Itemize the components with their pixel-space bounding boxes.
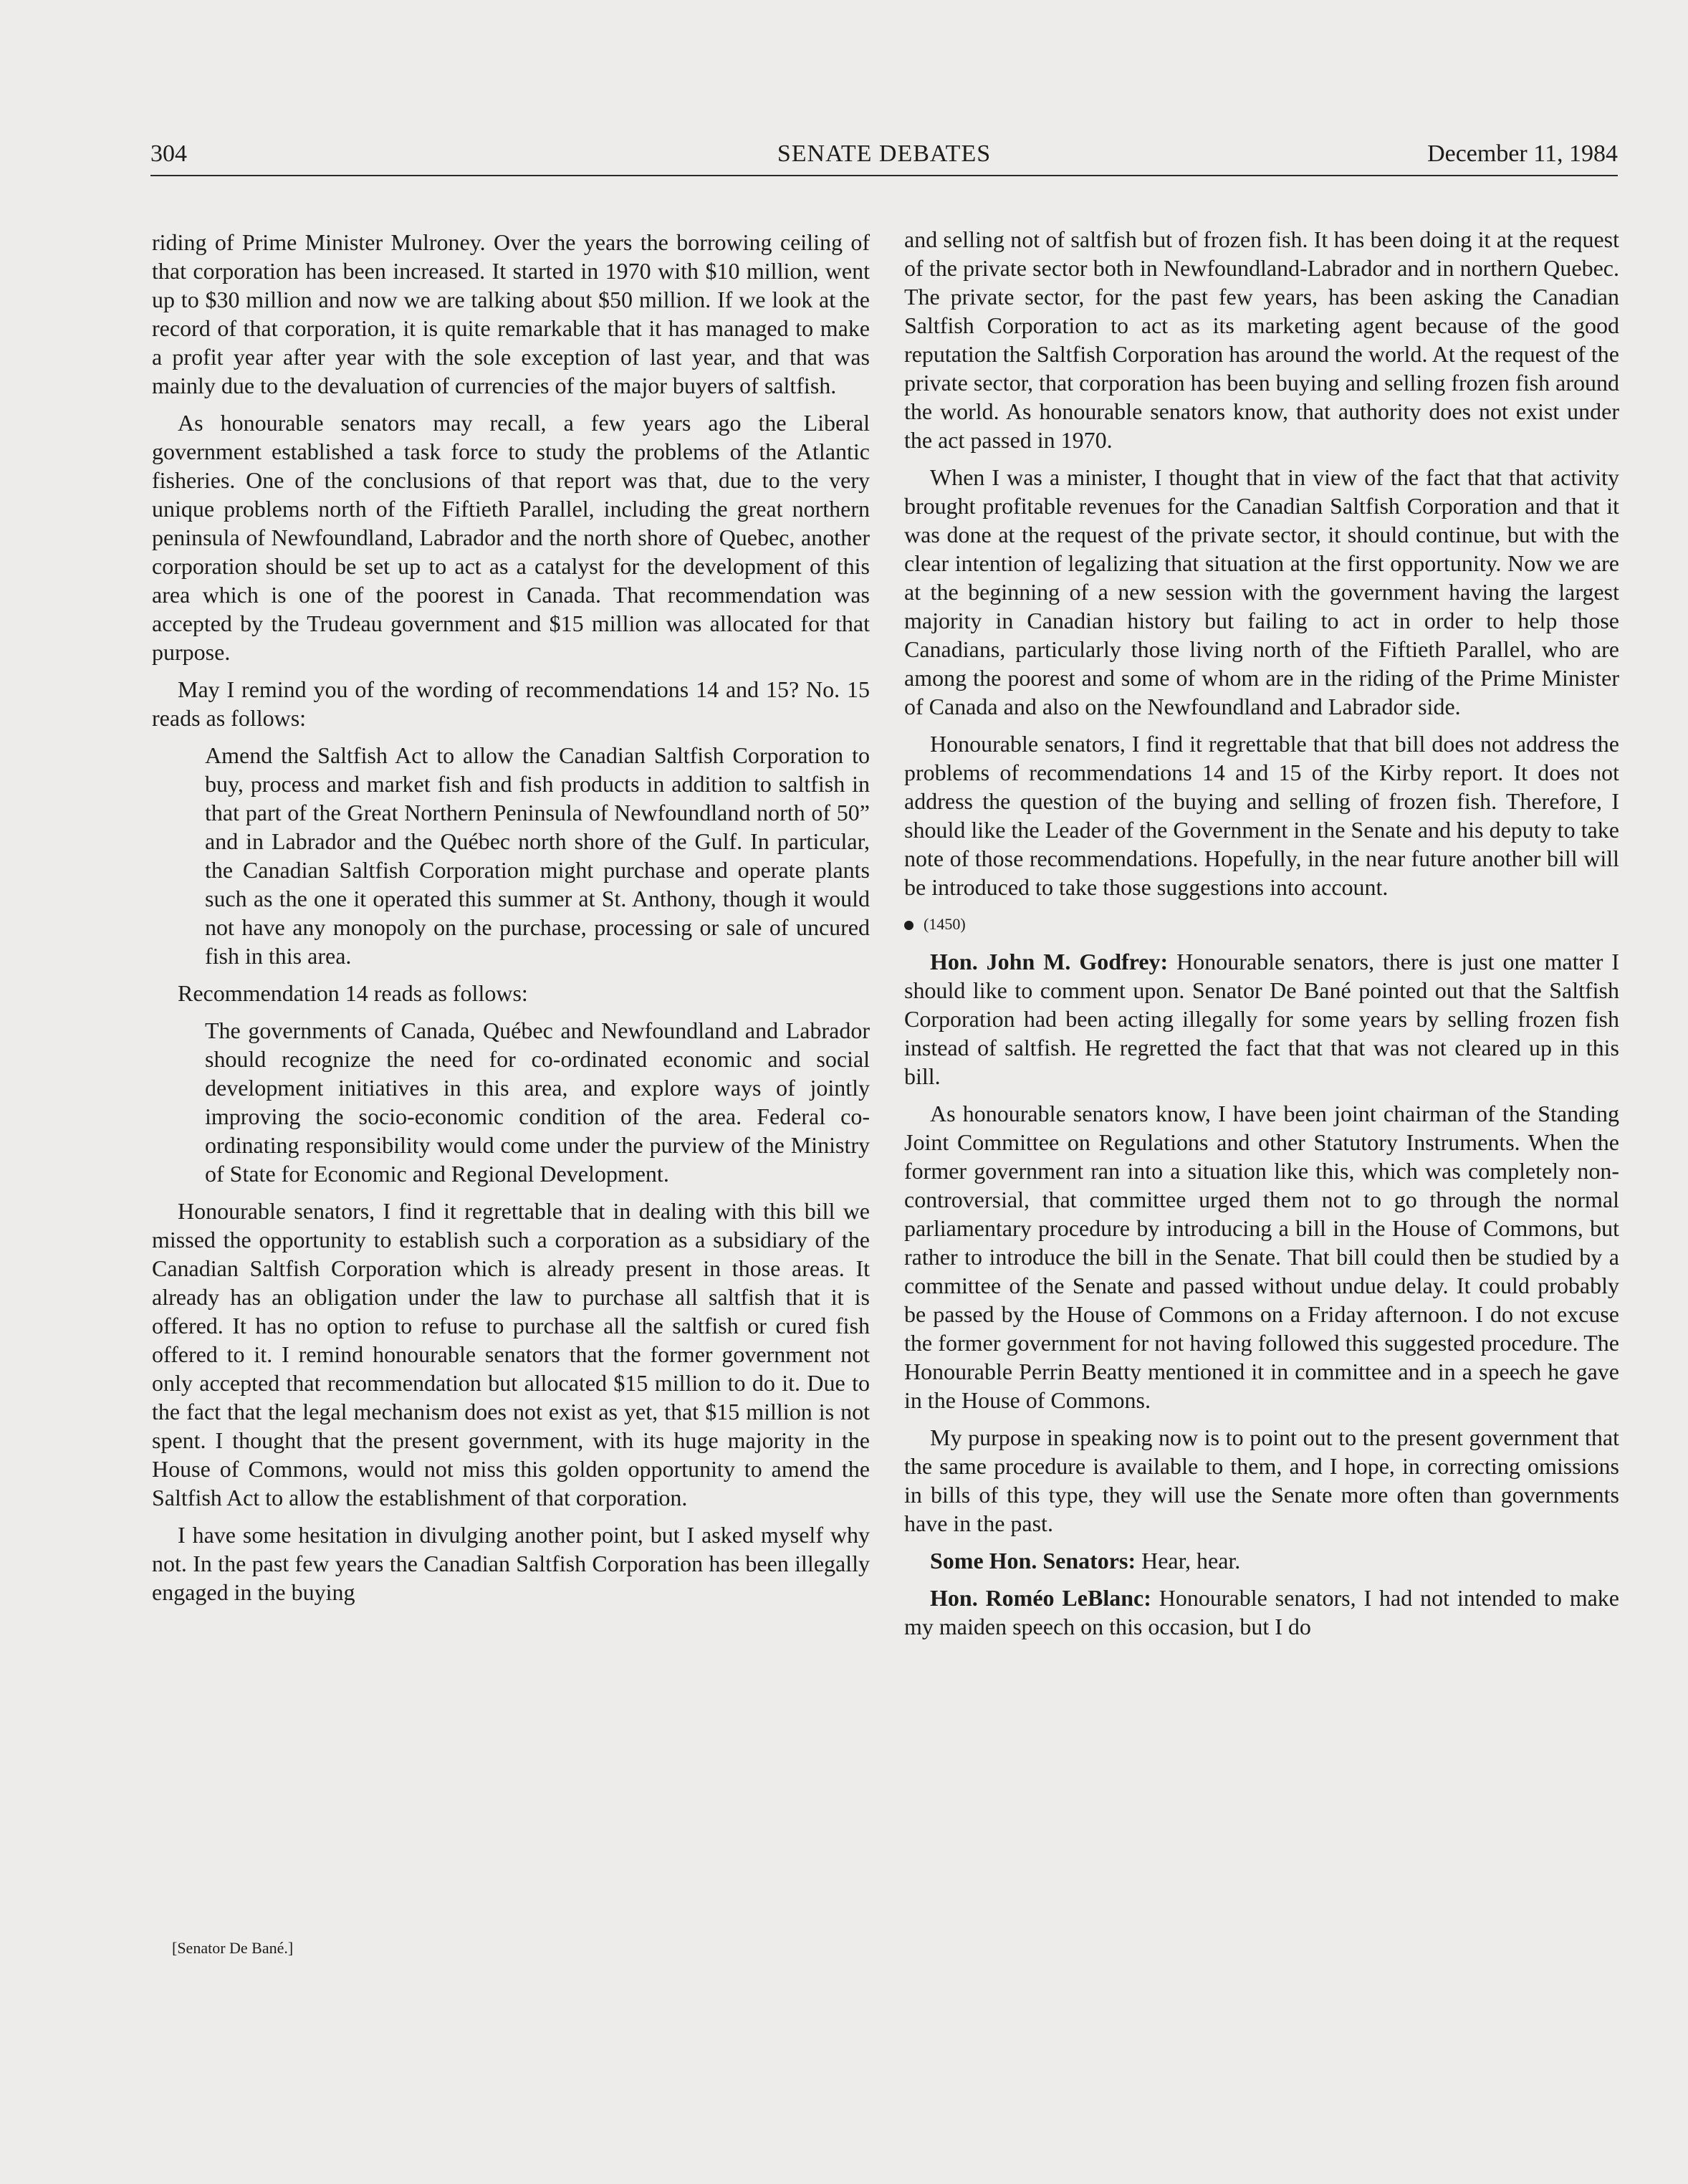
speech-paragraph (904, 947, 1619, 1091)
speaker-name: Hon. Roméo LeBlanc: (930, 1585, 1151, 1611)
bullet-icon (904, 921, 913, 930)
footer-note: [Senator De Bané.] (172, 1939, 294, 1957)
speech-paragraph (904, 1584, 1619, 1641)
paragraph: As honourable senators know, I have been joint chairman of the Standing Joint Committee on Regulations and other Statutory Instruments. When the former government ran into a situation like this, which was completely non-controversial, that committee urged them not to go through the normal parliamentary procedure by introducing a bill in the House of Commons, but rather to introduce the bill in the Senate. That bill could then be studied by a committee of the Senate and passed without undue delay. It could probably be passed by the House of Commons on a Friday afternoon. I do not excuse the former government for not having followed this suggested procedure. The Honourable Perrin Beatty mentioned it in committee and in a speech he gave in the House of Commons. (904, 1101, 1619, 1413)
speech-text: Hear, hear. (1136, 1548, 1241, 1574)
paragraph: As honourable senators may recall, a few years ago the Liberal government established a task force to study the problems of the Atlantic fisheries. One of the conclusions of that report was that, due to the very unique problems north of the Fiftieth Parallel, including the great northern peninsula of Newfoundland, Labrador and the north shore of Quebec, another corporation should be set up to act as a catalyst for the development of this area which is one of the poorest in Canada. That recommendation was accepted by the Trudeau government and $15 million was allocated for that purpose. (152, 410, 870, 665)
paragraph: and selling not of saltfish but of frozen fish. It has been doing it at the request of the private sector both in Newfoundland-Labrador and in northern Quebec. The private sector, for the past few years, has been asking the Canadian Saltfish Corporation to act as its marketing agent because of the good reputation the Saltfish Corporation has around the world. At the request of the private sector, that corporation has been buying and selling frozen fish around the world. As honourable senators know, that authority does not exist under the act passed in 1970. (904, 226, 1619, 453)
block-quote: Amend the Saltfish Act to allow the Canadian Saltfish Corporation to buy, process and market fish and fish products in addition to saltfish in that part of the Great Northern Peninsula of Newfoundland north of 50” and in Labrador and the Québec north shore of the Gulf. In particular, the Canadian Saltfish Corporation might purchase and operate plants such as the one it operated this summer at St. Anthony, though it would not have any monopoly on the purchase, processing or sale of uncured fish in this area. (205, 742, 870, 969)
speech-text: Honourable senators, I had not intended to make my maiden speech on this occasion, but I do (904, 1585, 1620, 1639)
speech-paragraph (904, 1546, 1619, 1575)
paragraph: Honourable senators, I find it regrettable that in dealing with this bill we missed the opportunity to establish such a corporation as a subsidiary of the Canadian Saltfish Corporation which is already present in those areas. It already has an obligation under the law to purchase all saltfish that it is offered. It has no option to refuse to purchase all the saltfish or cured fish offered to it. I remind honourable senators that the former government not only accepted that recommendation but allocated $15 million to do it. Due to the fact that the legal mechanism does not exist as yet, that $15 million is not spent. I thought that the present government, with its huge majority in the House of Commons, would not miss this golden opportunity to amend the Saltfish Act to allow the establishment of that corporation. (152, 1198, 870, 1510)
speaker-name: Some Hon. Senators: (930, 1548, 1136, 1574)
paragraph: My purpose in speaking now is to point out to the present government that the same procedure is available to them, and I hope, in correcting omissions in bills of this type, they will use the Senate more often than governments have in the past. (904, 1424, 1619, 1536)
left-column (152, 228, 870, 1615)
speaker-name: Hon. John M. Godfrey: (930, 949, 1169, 974)
timestamp (904, 910, 1619, 939)
page-header (150, 138, 1618, 176)
paragraph: When I was a minister, I thought that in view of the fact that that activity brought profitable revenues for the Canadian Saltfish Corporation and that it was done at the request of the private sector, it should continue, but with the clear intention of legalizing that situation at the first opportunity. Now we are at the beginning of a new session with the government having the largest majority in Canadian history but failing to act in order to help those Canadians, particularly those living north of the Fiftieth Parallel, who are among the poorest and some of whom are in the riding of the Prime Minister of Canada and also on the Newfoundland and Labrador side. (904, 464, 1619, 719)
paragraph: Recommendation 14 reads as follows: (178, 980, 528, 1006)
paragraph: May I remind you of the wording of recommendations 14 and 15? No. 15 reads as follows: (152, 676, 870, 731)
paragraph: Honourable senators, I find it regrettable that that bill does not address the problems of recommendations 14 and 15 of the Kirby report. It does not address the question of the buying and selling of frozen fish. Therefore, I should like the Leader of the Government in the Senate and his deputy to take note of those recommendations. Hopefully, in the near future another bill will be introduced to take those suggestions into account. (904, 731, 1619, 900)
speech-text: Honourable senators, there is just one matter I should like to comment upon. Senator De Bané pointed out that the Saltfish Corporation had been acting illegally for some years by selling frozen fish instead of saltfish. He regretted the fact that that was not cleared up in this bill. (904, 949, 1620, 1089)
publication-date: December 11, 1984 (1427, 140, 1618, 167)
publication-title: SENATE DEBATES (777, 140, 992, 167)
block-quote: The governments of Canada, Québec and Newfoundland and Labrador should recognize the need for co-ordinated economic and social development initiatives in this area, and explore ways of jointly improving the socio-economic condition of the area. Federal co-ordinating responsibility would come under the purview of the Ministry of State for Economic and Regional Development. (205, 1017, 870, 1187)
page-number: 304 (150, 140, 187, 167)
timestamp-text: (1450) (924, 915, 966, 933)
right-column (904, 225, 1619, 1649)
paragraph: riding of Prime Minister Mulroney. Over the years the borrowing ceiling of that corporation has been increased. It started in 1970 with $10 million, went up to $30 million and now we are talking about $50 million. If we look at the record of that corporation, it is quite remarkable that it has managed to make a profit year after year with the sole exception of last year, and that was mainly due to the devaluation of currencies of the major buyers of saltfish. (152, 229, 870, 398)
paragraph: I have some hesitation in divulging another point, but I asked myself why not. In the past few years the Canadian Saltfish Corporation has been illegally engaged in the buying (152, 1522, 870, 1605)
